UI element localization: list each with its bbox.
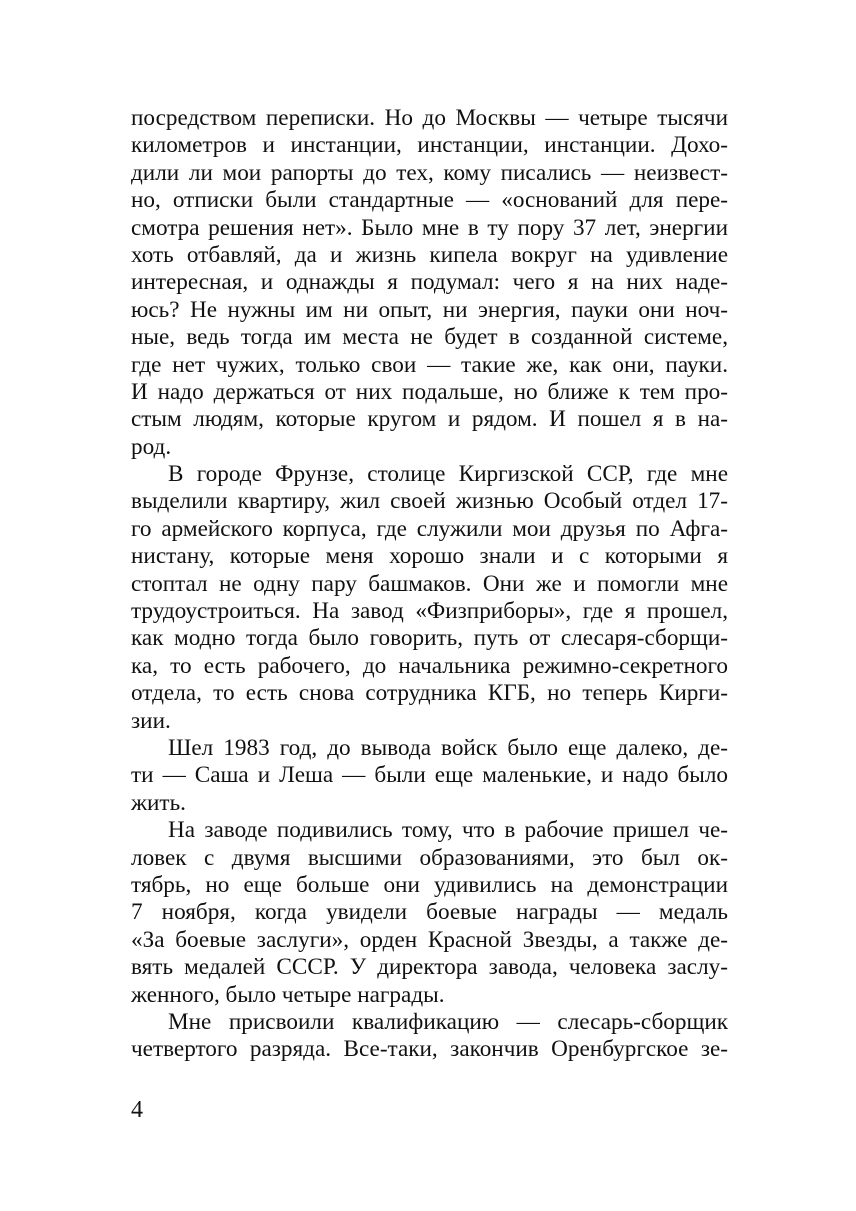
text-line: 7 ноября, когда увидели боевые награды — медаль (131, 899, 728, 926)
text-line: стым людям, которые кругом и рядом. И пошел я в на- (131, 406, 728, 433)
text-line: трудоустроиться. На завод «Физприборы», где я прошел, (131, 598, 728, 625)
text-line: выделили квартиру, жил своей жизнью Особый отдел 17- (131, 488, 728, 515)
text-line: И надо держаться от них подальше, но ближе к тем про- (131, 378, 728, 405)
text-line: как модно тогда было говорить, путь от слесаря-сборщи- (131, 625, 728, 652)
text-line: отдела, то есть снова сотрудника КГБ, но теперь Кирги- (131, 680, 728, 707)
text-line: вять медалей СССР. У директора завода, человека заслу- (131, 954, 728, 981)
text-line: зии. (131, 707, 171, 734)
text-line: интересная, и однажды я подумал: чего я на них наде- (131, 269, 728, 296)
text-line: тябрь, но еще больше они удивились на демонстрации (131, 871, 728, 898)
text-line: жить. (131, 789, 186, 816)
text-line: смотра решения нет». Было мне в ту пору 37 лет, энергии (131, 214, 728, 241)
text-line: посредством переписки. Но до Москвы — четыре тысячи (131, 105, 728, 131)
text-line: На заводе подивились тому, что в рабочие пришел че- (168, 817, 728, 844)
text-line: стоптал не одну пару башмаков. Они же и помогли мне (131, 570, 728, 597)
page-number: 4 (131, 1097, 143, 1123)
text-line: но, отписки были стандартные — «оснований для пере- (131, 187, 728, 214)
text-line: род. (131, 433, 172, 460)
text-line: Шел 1983 год, до вывода войск было еще далеко, де- (168, 734, 728, 761)
text-line: «За боевые заслуги», орден Красной Звезды, а также де- (131, 926, 728, 953)
text-line: женного, было четыре награды. (131, 981, 445, 1008)
text-line: километров и инстанции, инстанции, инстанции. Дохо- (131, 132, 728, 159)
page-text (131, 105, 728, 1064)
text-line: юсь? Не нужны им ни опыт, ни энергия, пауки они ноч- (131, 296, 728, 323)
text-line: нистану, которые меня хорошо знали и с которыми я (131, 543, 728, 570)
text-line: ные, ведь тогда им места не будет в созданной системе, (131, 324, 728, 351)
text-line: дили ли мои рапорты до тех, кому писались — неизвест- (131, 159, 728, 186)
text-line: Мне присвоили квалификацию — слесарь-сборщик (168, 1008, 728, 1035)
text-line: ловек с двумя высшими образованиями, это был ок- (131, 844, 728, 871)
text-line: ти — Саша и Леша — были еще маленькие, и надо было (131, 762, 728, 789)
text-line: четвертого разряда. Все-таки, закончив Оренбургское зе- (131, 1036, 728, 1063)
text-line: ка, то есть рабочего, до начальника режимно-секретного (131, 652, 728, 679)
text-line: В городе Фрунзе, столице Киргизской ССР, где мне (168, 461, 728, 488)
text-line: где нет чужих, только свои — такие же, как они, пауки. (131, 351, 728, 378)
text-line: го армейского корпуса, где служили мои друзья по Афга- (131, 515, 728, 542)
text-line: хоть отбавляй, да и жизнь кипела вокруг на удивление (131, 241, 728, 268)
